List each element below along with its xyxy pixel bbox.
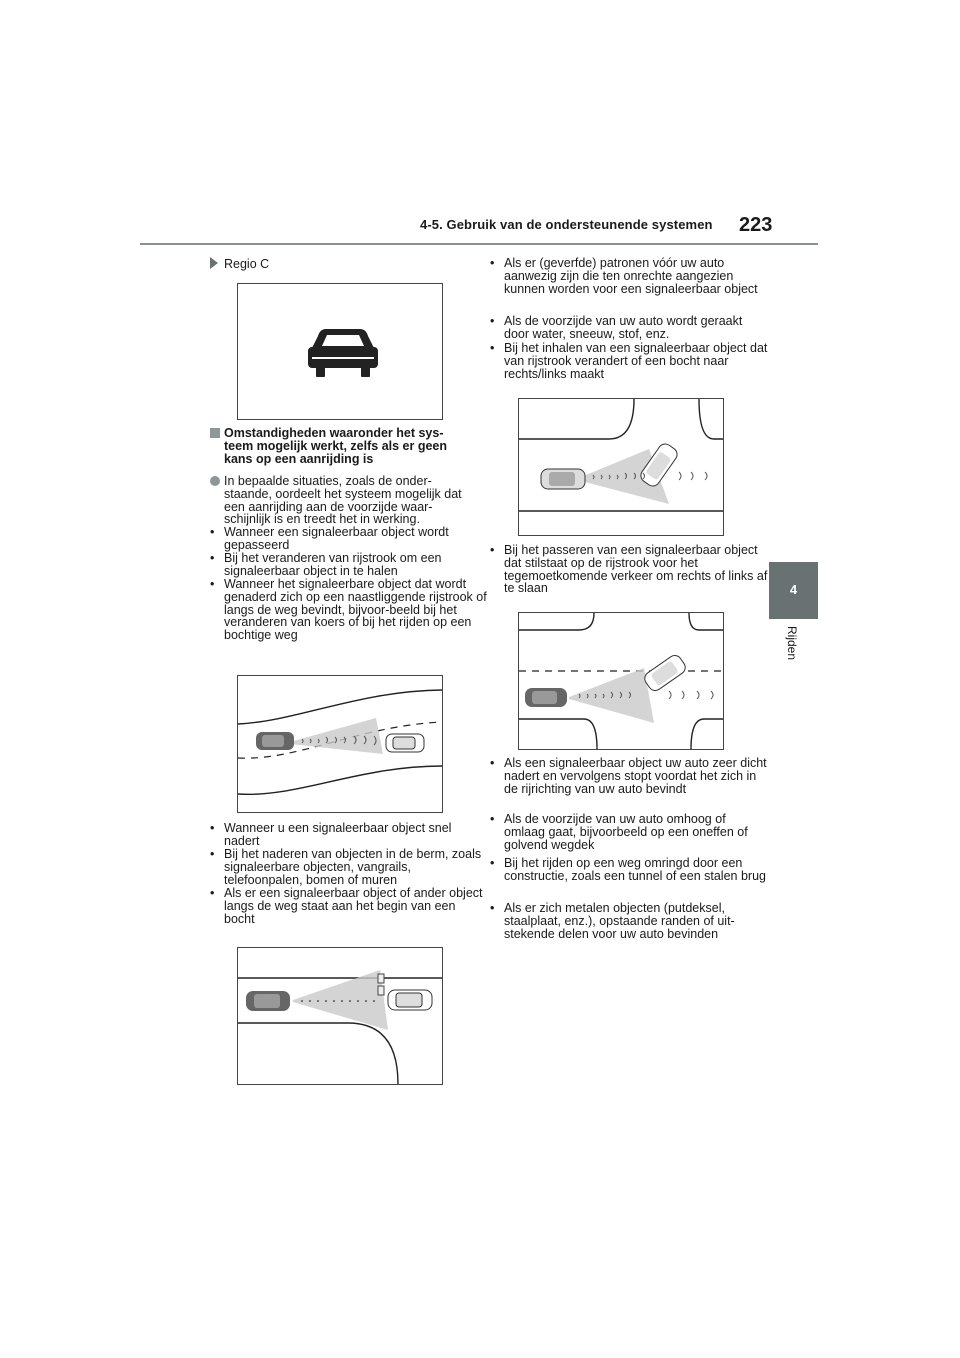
list-item-text: Bij het inhalen van een signaleerbaar object dat van rijstrook verandert of een bocht naar rechts/links maakt [504,341,768,381]
intro-paragraph [210,475,475,526]
list-item-text: Wanneer u een signaleerbaar object snel nadert [224,821,452,848]
curve-start-illustration [238,948,442,1084]
list-item-text: Als de voorzijde van uw auto wordt geraakt door water, sneeuw, stof, enz. [504,314,743,341]
chapter-label: Rijden [785,626,799,661]
list-item: • Als er (geverfde) patronen vóór uw auto aanwezig zijn die ten onrechte aangezien kunnen worden voor een signaleerbaar object [490,256,758,296]
list-item: • Als er een signaleerbaar object of ander object langs de weg staat aan het begin van een bocht [210,886,483,926]
circle-bullet-icon [210,476,220,486]
list-item: • Bij het inhalen van een signaleerbaar object dat van rijstrook verandert of een bocht naar rechts/links maakt [490,341,768,381]
figure-curved-road [237,675,443,813]
list-item: • Wanneer het signaleerbare object dat wordt genaderd zich op een naastliggende rijstrook of langs de weg bevindt, bijvoor-beeld bij het veranderen van koers of bij het rijden op een bochtige weg [210,577,487,643]
chapter-number: 4 [789,582,798,597]
intro-line-3: een aanrijding aan de voorzijde waar- [224,499,433,514]
intro-line-4: schijnlijk is en treedt het in werking. [224,512,420,527]
list-item: • Bij het naderen van objecten in de berm, zoals signaleerbare objecten, vangrails, telefoonpalen, bomen of muren [210,847,482,887]
list-item: • Bij het passeren van een signaleerbaar object dat stilstaat op de rijstrook voor het tegemoetkomende verkeer om rechts of links af te slaan [490,543,768,596]
header-rule [140,243,818,245]
oncoming-turn-illustration [519,613,723,749]
region-label: Regio C [224,257,270,271]
list-item-text: Bij het passeren van een signaleerbaar object dat stilstaat op de rijstrook voor het tegemoetkomende verkeer om rechts of links af te slaan [504,543,768,596]
intro-line-1: In bepaalde situaties, zoals de onder- [224,474,432,488]
heading-line-3: kans op een aanrijding is [224,451,374,466]
list-item-text: Als een signaleerbaar object uw auto zeer dicht nadert en vervolgens stopt voordat het zich in de rijrichting van uw auto bevindt [504,756,767,796]
figure-overtake-turn [518,398,724,536]
list-item-text: Wanneer het signaleerbare object dat wordt genaderd zich op een naastliggende rijstrook of langs de weg bevindt, bijvoor-beeld bij het veranderen van koers of bij het rijden op een bochtige weg [224,577,487,643]
list-item: • Als er zich metalen objecten (putdeksel, staalplaat, enz.), opstaande randen of uit-stekende delen voor uw auto bevinden [490,901,735,941]
list-item-text: Bij het naderen van objecten in de berm, zoals signaleerbare objecten, vangrails, telefoonpalen, bomen of muren [224,847,482,887]
list-item-text: Als de voorzijde van uw auto omhoog of omlaag gaat, bijvoorbeeld op een oneffen of golvend wegdek [504,812,748,852]
list-item: • Als de voorzijde van uw auto omhoog of omlaag gaat, bijvoorbeeld op een oneffen of golvend wegdek [490,812,748,852]
list-item: • Als een signaleerbaar object uw auto zeer dicht nadert en vervolgens stopt voordat het zich in de rijrichting van uw auto bevindt [490,756,767,796]
figure-front-car [237,283,443,420]
heading [210,427,475,465]
figure-curve-start [237,947,443,1085]
list-item: • Bij het rijden op een weg omringd door een constructie, zoals een tunnel of een stalen brug [490,856,766,883]
page-number: 223 [739,214,773,236]
heading-line-1: Omstandigheden waaronder het sys- [224,426,444,440]
section-title: 4-5. Gebruik van de ondersteunende systemen [420,217,713,232]
region-label-row [210,257,269,271]
intro-line-2: staande, oordeelt het systeem mogelijk dat [224,486,462,501]
list-item-text: Wanneer een signaleerbaar object wordt gepasseerd [224,525,449,552]
list-item-text: Bij het rijden op een weg omringd door een constructie, zoals een tunnel of een stalen brug [504,856,766,883]
triangle-right-icon [210,257,218,269]
curved-road-illustration [238,676,442,812]
figure-oncoming-turn [518,612,724,750]
list-item: • Bij het veranderen van rijstrook om een signaleerbaar object in te halen [210,551,442,578]
list-item-text: Als er zich metalen objecten (putdeksel, staalplaat, enz.), opstaande randen of uit-stekende delen voor uw auto bevinden [504,901,735,941]
list-item: • Als de voorzijde van uw auto wordt geraakt door water, sneeuw, stof, enz. [490,314,743,341]
overtake-turn-illustration [519,399,723,535]
list-item-text: Als er een signaleerbaar object of ander object langs de weg staat aan het begin van een bocht [224,886,483,926]
list-item: • Wanneer u een signaleerbaar object snel nadert [210,821,452,848]
front-car-illustration [238,284,442,419]
heading-line-2: teem mogelijk werkt, zelfs als er geen [224,438,448,453]
square-bullet-icon [210,428,220,438]
list-item-text: Bij het veranderen van rijstrook om een signaleerbaar object in te halen [224,551,442,578]
list-item: • Wanneer een signaleerbaar object wordt gepasseerd [210,525,449,552]
list-item-text: Als er (geverfde) patronen vóór uw auto aanwezig zijn die ten onrechte aangezien kunnen worden voor een signaleerbaar object [504,256,758,296]
